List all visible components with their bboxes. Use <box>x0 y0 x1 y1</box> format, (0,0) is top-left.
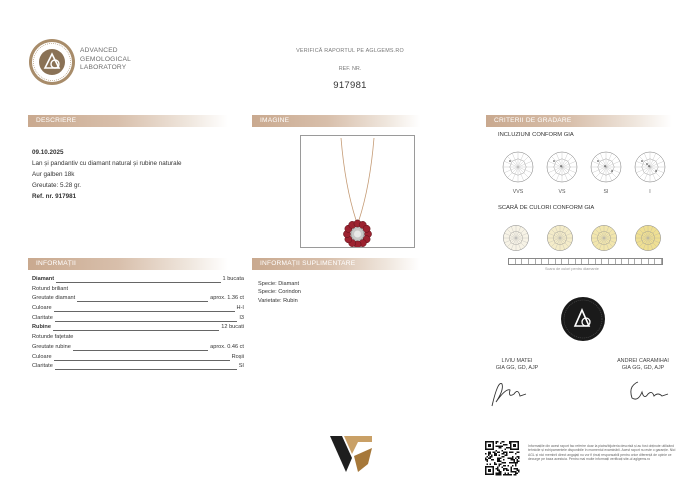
info-key: Greutate rubine <box>32 343 73 353</box>
info-key: Diamant <box>32 275 56 285</box>
signer-1-cred: GIA GG, GD, AJP <box>495 365 539 371</box>
scale-tick <box>596 259 603 264</box>
scale-tick <box>529 259 536 264</box>
info-row <box>32 275 244 285</box>
section-description: DESCRIERE <box>28 115 228 127</box>
section-image: IMAGINE <box>252 115 420 127</box>
inclusions-title: INCLUZIUNI CONFORM GIA <box>498 132 574 138</box>
leader-line <box>32 321 244 322</box>
signature-1 <box>488 376 528 410</box>
scale-tick <box>649 259 656 264</box>
inclusion-diagram <box>498 147 538 187</box>
weight: Greutate: 5.28 gr. <box>32 182 82 189</box>
scale-tick <box>622 259 629 264</box>
info-row <box>32 323 244 333</box>
description-block <box>32 147 181 202</box>
info-table <box>32 275 244 372</box>
info-row <box>32 314 244 324</box>
info-row <box>32 353 244 363</box>
scale-tick <box>582 259 589 264</box>
scale-tick <box>576 259 583 264</box>
scale-tick <box>542 259 549 264</box>
species-diamond: Specie: Diamant <box>258 281 300 287</box>
info-key: Claritate <box>32 314 55 324</box>
inclusion-label: VS <box>558 189 566 195</box>
scale-tick <box>536 259 543 264</box>
lab-name: ADVANCED GEMOLOGICAL LABORATORY <box>80 47 131 72</box>
info-key: Greutate diamant <box>32 294 77 304</box>
scale-tick <box>569 259 576 264</box>
info-row <box>32 343 244 353</box>
inclusion-diagram <box>586 147 626 187</box>
info-value: 1 bucata <box>221 275 244 285</box>
signature-2 <box>626 376 670 404</box>
product-image-frame <box>300 135 415 248</box>
color-swatch-diamond <box>498 220 534 256</box>
verify-text: VERIFICĂ RAPORTUL PE AGLGEMS.RO <box>296 48 404 54</box>
signer-2-cred: GIA GG, GD, AJP <box>621 365 665 371</box>
scale-tick <box>562 259 569 264</box>
inclusion-diagram <box>630 147 670 187</box>
species-corundum: Specie: Corindon <box>258 289 301 296</box>
pendant-image <box>301 136 414 247</box>
leader-line <box>32 369 244 370</box>
info-value: I3 <box>237 314 244 324</box>
lab-emblem-icon <box>560 296 606 342</box>
scale-tick <box>642 259 649 264</box>
color-scale-title: SCARĂ DE CULORI CONFORM GIA <box>498 205 595 211</box>
inclusion-label: VVS <box>512 189 524 195</box>
scale-tick <box>509 259 516 264</box>
info-value: Roșii <box>230 353 244 363</box>
info-value: aprox. 0.46 ct <box>208 343 244 353</box>
leader-line <box>32 282 244 283</box>
info-value: aprox. 1.36 ct <box>208 294 244 304</box>
signer-1 <box>472 358 562 372</box>
color-swatch-diamond <box>542 220 578 256</box>
color-scale-bar <box>508 258 663 265</box>
report-date: 09.10.2025 <box>32 149 64 156</box>
scale-tick <box>522 259 529 264</box>
supplementary-block <box>258 280 301 305</box>
scale-tick <box>635 259 642 264</box>
leader-line <box>32 330 244 331</box>
info-value: SI <box>237 362 244 372</box>
info-value: 12 bucati <box>219 323 244 333</box>
qr-code[interactable] <box>484 440 520 476</box>
signer-2 <box>606 358 680 372</box>
inclusion-label: I <box>649 189 651 195</box>
leader-line <box>32 360 244 361</box>
scale-tick <box>516 259 523 264</box>
info-row <box>32 333 244 343</box>
signer-2-name: ANDREI CARAMIHAI <box>617 358 669 364</box>
info-key: Rotund briliant <box>32 285 70 295</box>
scale-tick <box>655 259 662 264</box>
color-swatch-diamond <box>630 220 666 256</box>
item-description: Lan și pandantiv cu diamant natural și rubine naturale <box>32 160 182 167</box>
scale-tick <box>629 259 636 264</box>
section-grading: CRITERII DE GRADARE <box>486 115 672 127</box>
color-swatch-diamond <box>586 220 622 256</box>
color-scale-caption: Scara de culori pentru diamante <box>545 267 599 271</box>
info-row <box>32 362 244 372</box>
info-row <box>32 294 244 304</box>
section-supplementary: INFORMAȚII SUPLIMENTARE <box>252 258 420 270</box>
scale-tick <box>556 259 563 264</box>
metal: Aur galben 18k <box>32 171 75 178</box>
info-key: Rotunde fațetate <box>32 333 75 343</box>
scale-tick <box>609 259 616 264</box>
info-row <box>32 285 244 295</box>
variety-ruby: Varietate: Rubin <box>258 297 298 304</box>
info-key: Culoare <box>32 353 54 363</box>
ref-number: 917981 <box>333 80 367 91</box>
info-row <box>32 304 244 314</box>
inclusion-label: SI <box>603 189 609 195</box>
section-info: INFORMAȚII <box>28 258 228 270</box>
ruby-stone <box>363 225 370 232</box>
lab-seal-logo <box>28 38 76 86</box>
info-key: Claritate <box>32 362 55 372</box>
ref-label: REF. NR. <box>338 66 362 72</box>
info-key: Rubine <box>32 323 53 333</box>
info-key: Culoare <box>32 304 54 314</box>
ref-line: Ref. nr. 917981 <box>32 193 77 200</box>
signer-1-name: LIVIU MATEI <box>501 358 533 364</box>
scale-tick <box>589 259 596 264</box>
info-value: H-I <box>235 304 244 314</box>
scale-tick <box>602 259 609 264</box>
leader-line <box>32 311 244 312</box>
inclusion-diagram <box>542 147 582 187</box>
scale-tick <box>616 259 623 264</box>
disclaimer: Informațiile din acest raport fac referire doar la piatra/bijuteria descrisă și au fost obținute utilizând tehnicile și echipamentele disponibile în momentul examinării. Acest raport nu este o garanție. Nici AGL și nici membrii direct angajați nu vor fi ținuți responsabili pentru orice diferență de opinie ce decurge pe baza acestuia. Pentru mai multe informații verificați site-ul aglgems.ro <box>528 444 676 462</box>
scale-tick <box>549 259 556 264</box>
brand-logo-icon <box>328 434 374 474</box>
